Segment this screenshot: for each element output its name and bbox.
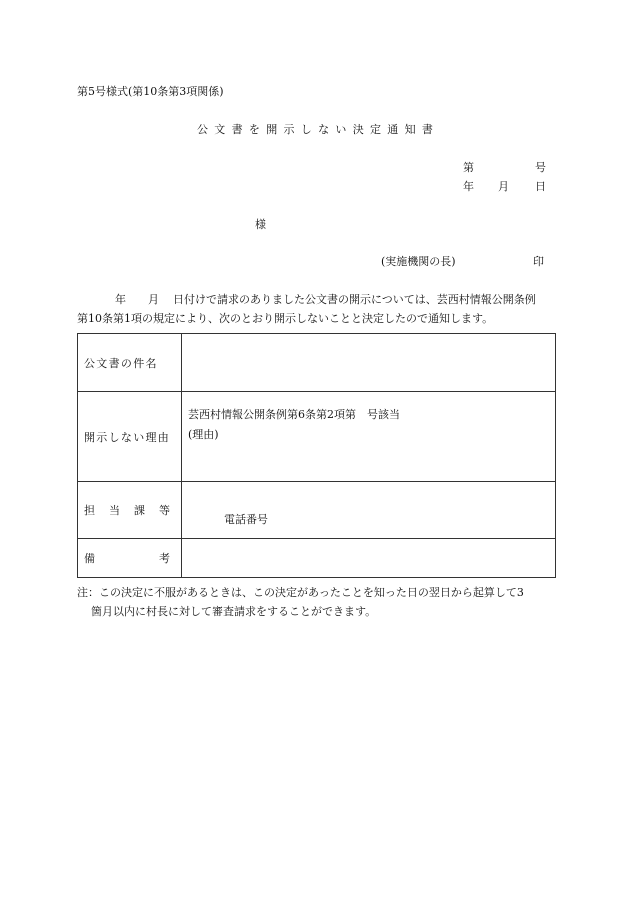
reason-value (182, 392, 556, 482)
document-name-label-cell (78, 334, 182, 392)
date-month: 月 (498, 180, 509, 193)
form-number: 第5号様式(第10条第3項関係) (77, 85, 224, 98)
body-month: 月 (148, 293, 159, 306)
table-row (78, 482, 556, 539)
department-label-char: 等 (159, 504, 170, 517)
department-label-char: 課 (134, 504, 145, 517)
remarks-label-char: 備 (84, 552, 95, 565)
remarks-label (84, 550, 170, 566)
document-name-label: 公文書の件名 (84, 356, 158, 370)
reason-label-cell (78, 392, 182, 482)
remarks-value (182, 539, 556, 578)
department-label (84, 502, 170, 518)
issuer-title: (実施機関の長) (381, 255, 456, 268)
note-line-2: 箇月以内に村長に対して審査請求をすることができます。 (91, 605, 377, 618)
department-label-char: 当 (109, 504, 120, 517)
phone-label: 電話番号 (224, 513, 268, 526)
document-name-value (182, 334, 556, 392)
department-label-cell (78, 482, 182, 539)
body-line-1-text: 日付けで請求のありました公文書の開示については、芸西村情報公開条例 (173, 293, 536, 306)
reason-text: (理由) (188, 427, 219, 441)
seal-mark: 印 (533, 255, 544, 268)
addressee-honorific: 様 (255, 218, 266, 231)
date-day: 日 (535, 180, 546, 193)
decision-table (77, 333, 556, 578)
table-row (78, 539, 556, 578)
reason-label: 開示しない理由 (84, 430, 171, 444)
note-line-1: 注：この決定に不服があるときは、この決定があったことを知った日の翌日から起算して3 (77, 586, 524, 599)
remarks-label-char: 考 (159, 552, 170, 565)
reason-clause: 芸西村情報公開条例第6条第2項第 号該当 (188, 407, 400, 421)
body-line-2: 第10条第1項の規定により、次のとおり開示しないことと決定したので通知します。 (77, 312, 494, 325)
date-year: 年 (463, 180, 474, 193)
number-prefix: 第 (463, 161, 474, 174)
body-line-1 (77, 293, 536, 307)
table-row (78, 392, 556, 482)
number-suffix: 号 (535, 161, 546, 174)
body-year: 年 (115, 293, 126, 306)
remarks-label-cell (78, 539, 182, 578)
department-value (182, 482, 556, 539)
document-title: 公文書を開示しない決定通知書 (197, 123, 440, 136)
department-label-char: 担 (84, 504, 95, 517)
table-row (78, 334, 556, 392)
